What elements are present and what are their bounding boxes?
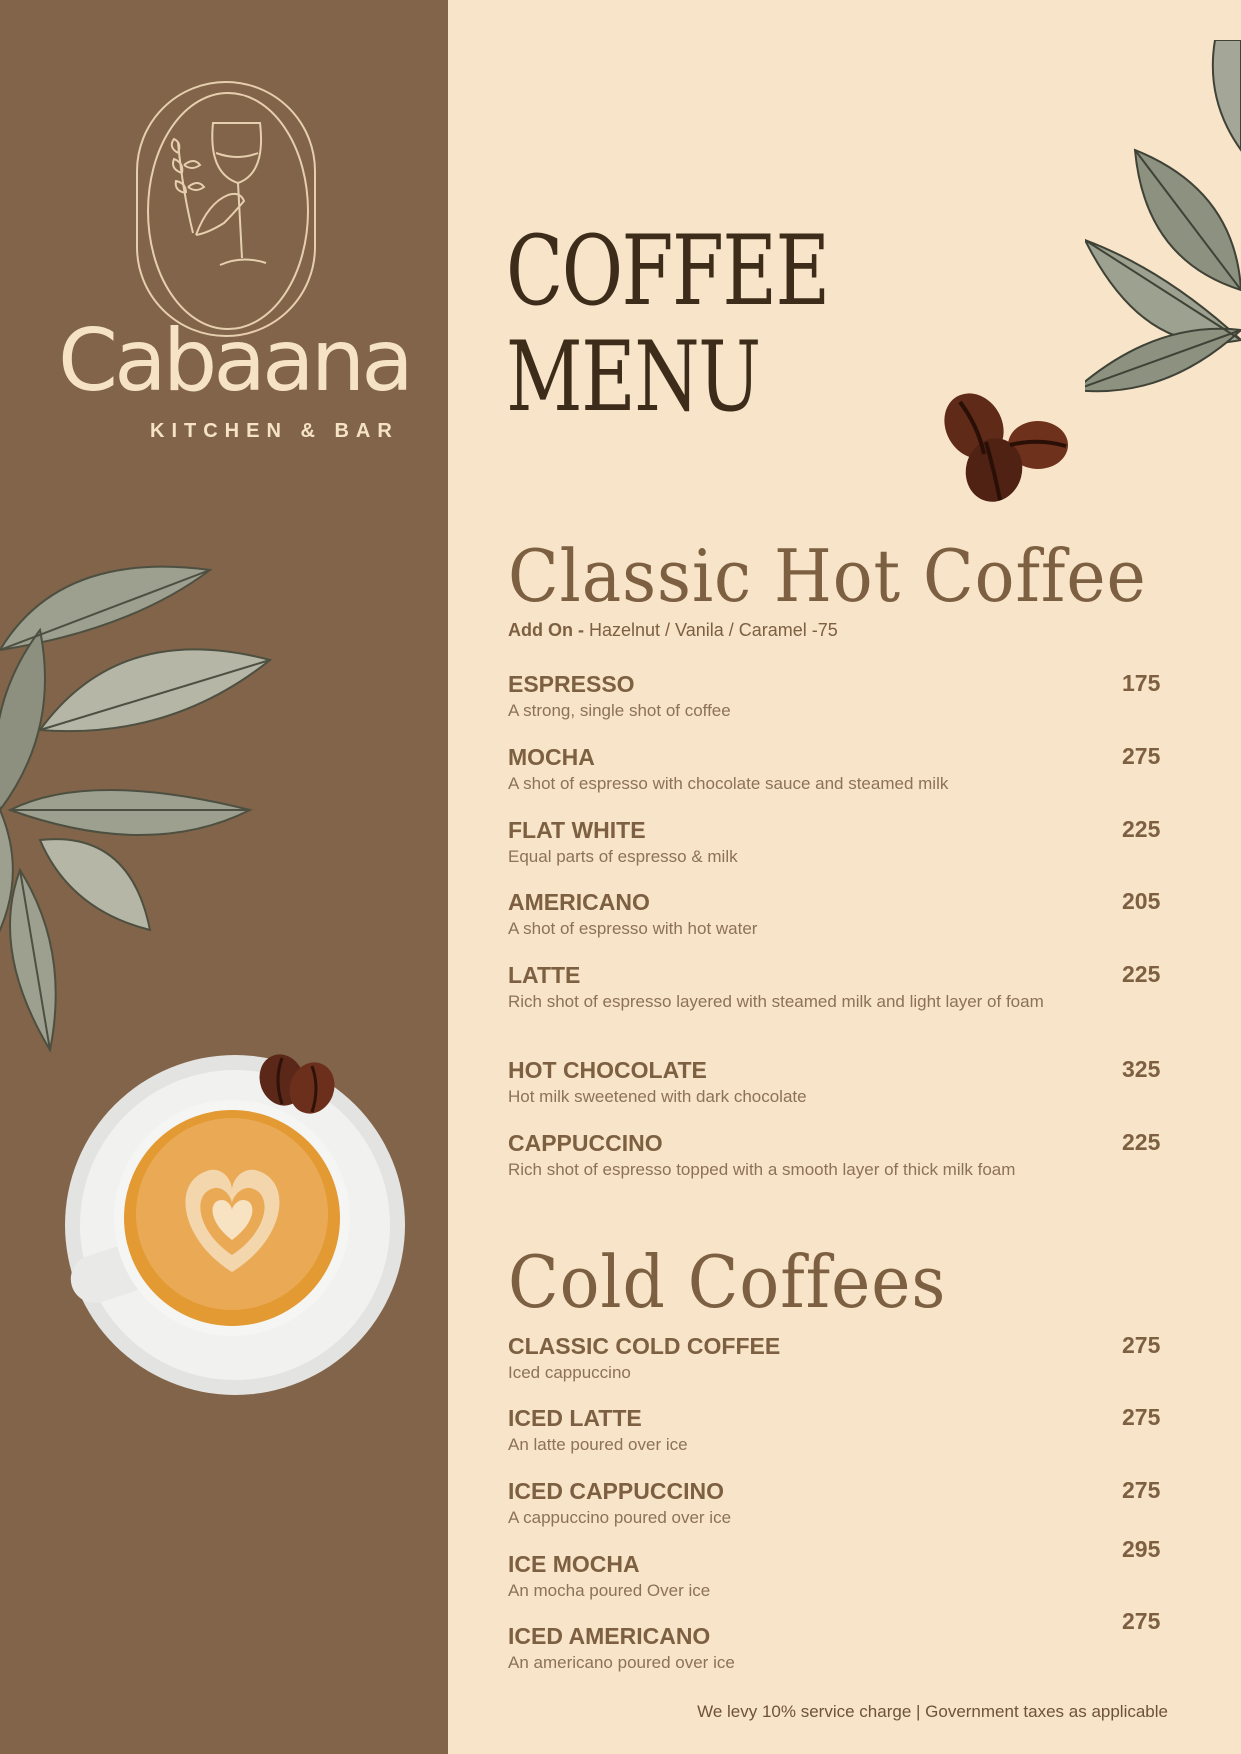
menu-item [508,1550,1168,1602]
addon-label: Add On - [508,620,584,640]
item-price: 225 [1122,1129,1161,1155]
item-price: 275 [1122,1404,1161,1430]
left-panel [0,0,448,1754]
item-name: ICED AMERICANO [508,1623,711,1649]
leaf-branch-icon [1085,40,1241,440]
item-price: 225 [1122,961,1161,987]
item-name: AMERICANO [508,889,650,915]
menu-item [508,888,1168,940]
item-price: 275 [1122,1477,1161,1503]
item-price: 275 [1122,743,1161,769]
addon-text: Hazelnut / Vanila / Caramel -75 [589,620,838,640]
menu-item [508,1129,1168,1181]
item-price: 295 [1122,1536,1161,1562]
item-price: 325 [1122,1056,1161,1082]
item-desc: A shot of espresso with hot water [508,919,758,938]
item-desc: A shot of espresso with chocolate sauce and steamed milk [508,774,949,793]
item-price: 275 [1122,1608,1161,1634]
coffee-bean-icon [938,390,1078,510]
item-desc: Equal parts of espresso & milk [508,847,738,866]
wine-glass-hand-icon [138,83,318,339]
hot-section-title: Classic Hot Coffee [508,534,1147,618]
item-desc: Iced cappuccino [508,1363,631,1382]
cold-section-title: Cold Coffees [508,1240,947,1324]
item-name: ESPRESSO [508,671,635,697]
item-desc: An mocha poured Over ice [508,1581,711,1600]
item-name: FLAT WHITE [508,817,646,843]
item-name: ICED LATTE [508,1405,642,1431]
menu-item [508,961,1168,1013]
item-desc: Rich shot of espresso layered with steamed milk and light layer of foam [508,992,1044,1011]
menu-item [508,1404,1168,1456]
item-name: MOCHA [508,744,595,770]
coffee-cup-icon [60,1050,410,1400]
menu-item [508,743,1168,795]
page-title [506,215,829,433]
title-line-2: MENU [506,321,760,433]
item-name: HOT CHOCOLATE [508,1057,707,1083]
logo-emblem [136,81,316,337]
title-line-1: COFFEE [506,215,829,327]
brand-subtitle: KITCHEN & BAR [150,420,399,442]
menu-item [508,1056,1168,1108]
item-desc: A strong, single shot of coffee [508,701,731,720]
menu-item [508,1622,1168,1674]
item-name: CLASSIC COLD COFFEE [508,1333,781,1359]
item-name: CAPPUCCINO [508,1130,663,1156]
menu-item [508,816,1168,868]
item-name: LATTE [508,962,581,988]
item-name: ICED CAPPUCCINO [508,1478,724,1504]
item-desc: Hot milk sweetened with dark chocolate [508,1087,807,1106]
menu-item [508,1332,1168,1384]
item-price: 205 [1122,888,1161,914]
item-desc: An latte poured over ice [508,1435,688,1454]
menu-item [508,670,1168,722]
item-desc: A cappuccino poured over ice [508,1508,732,1527]
menu-item [508,1477,1168,1529]
item-desc: An americano poured over ice [508,1653,735,1672]
item-name: ICE MOCHA [508,1551,640,1577]
leaf-branch-icon [0,510,280,1070]
footer-note: We levy 10% service charge | Government taxes as applicable [697,1702,1168,1721]
item-price: 175 [1122,670,1161,696]
item-price: 275 [1122,1332,1161,1358]
brand-name: Cabaana [58,311,410,411]
item-price: 225 [1122,816,1161,842]
addon-note [508,620,838,641]
item-desc: Rich shot of espresso topped with a smooth layer of thick milk foam [508,1160,1016,1179]
